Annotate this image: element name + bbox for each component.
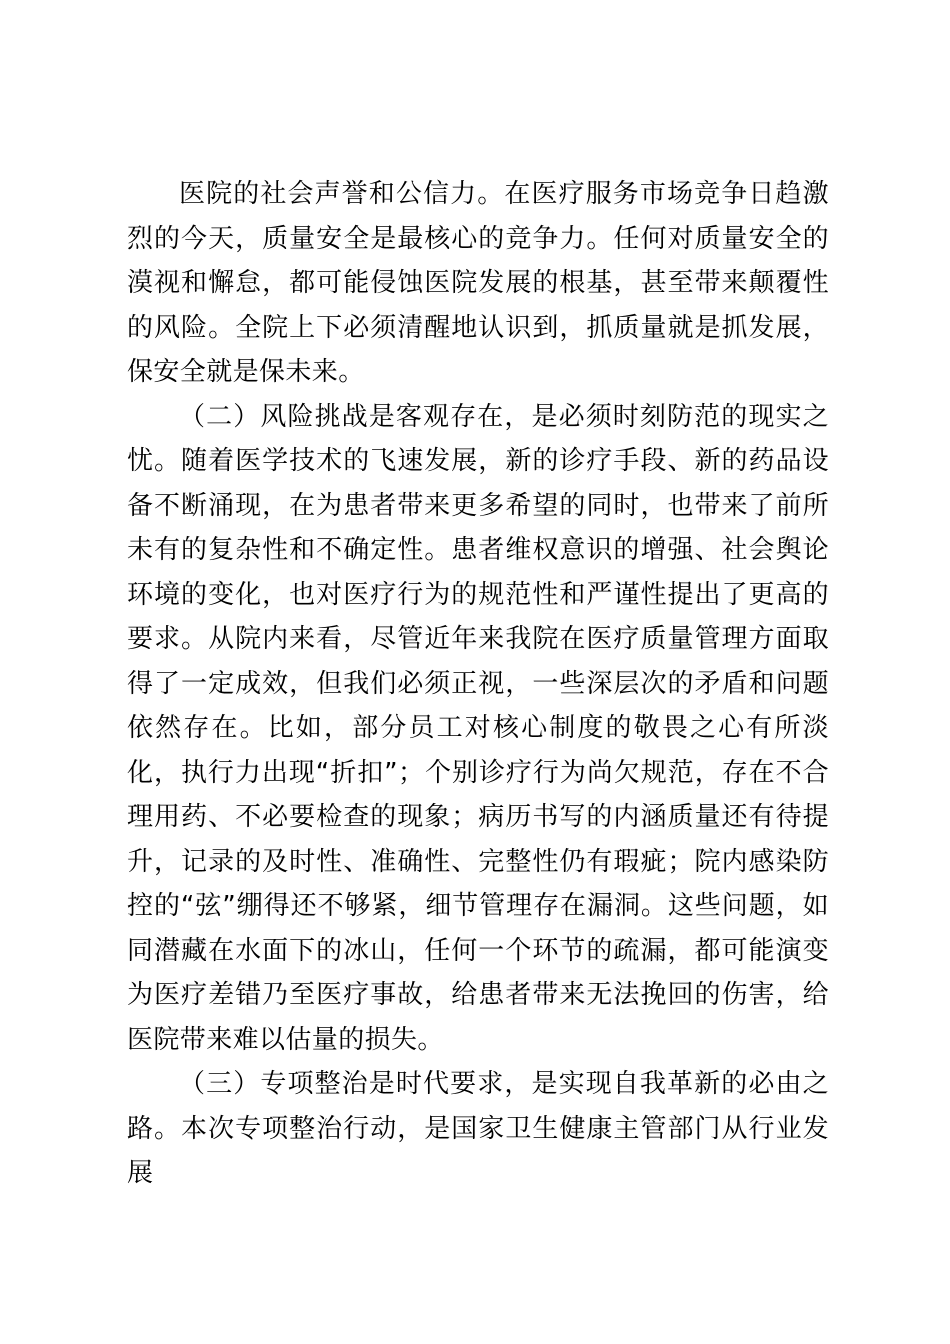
body-text [127, 172, 829, 1196]
paragraph-continuation: 医院的社会声誉和公信力。在医疗服务市场竞争日趋激烈的今天，质量安全是最核心的竞争力。任何对质量安全的漠视和懈怠，都可能侵蚀医院发展的根基，甚至带来颠覆性的风险。全院上下必须清醒地认识到，抓质量就是抓发展，保安全就是保未来。 [127, 179, 829, 387]
paragraph-special-rectification: （三）专项整治是时代要求，是实现自我革新的必由之路。本次专项整治行动，是国家卫生健康主管部门从行业发展 [127, 1069, 829, 1188]
paragraph-risk-challenges: （二）风险挑战是客观存在，是必须时刻防范的现实之忧。随着医学技术的飞速发展，新的诊疗手段、新的药品设备不断涌现，在为患者带来更多希望的同时，也带来了前所未有的复杂性和不确定性。患者维权意识的增强、社会舆论环境的变化，也对医疗行为的规范性和严谨性提出了更高的要求。从院内来看，尽管近年来我院在医疗质量管理方面取得了一定成效，但我们必须正视，一些深层次的矛盾和问题依然存在。比如，部分员工对核心制度的敬畏之心有所淡化，执行力出现“折扣”；个别诊疗行为尚欠规范，存在不合理用药、不必要检查的现象；病历书写的内涵质量还有待提升，记录的及时性、准确性、完整性仍有瑕疵；院内感染防控的“弦”绷得还不够紧，细节管理存在漏洞。这些问题，如同潜藏在水面下的冰山，任何一个环节的疏漏，都可能演变为医疗差错乃至医疗事故，给患者带来无法挽回的伤害，给医院带来难以估量的损失。 [127, 401, 829, 1055]
